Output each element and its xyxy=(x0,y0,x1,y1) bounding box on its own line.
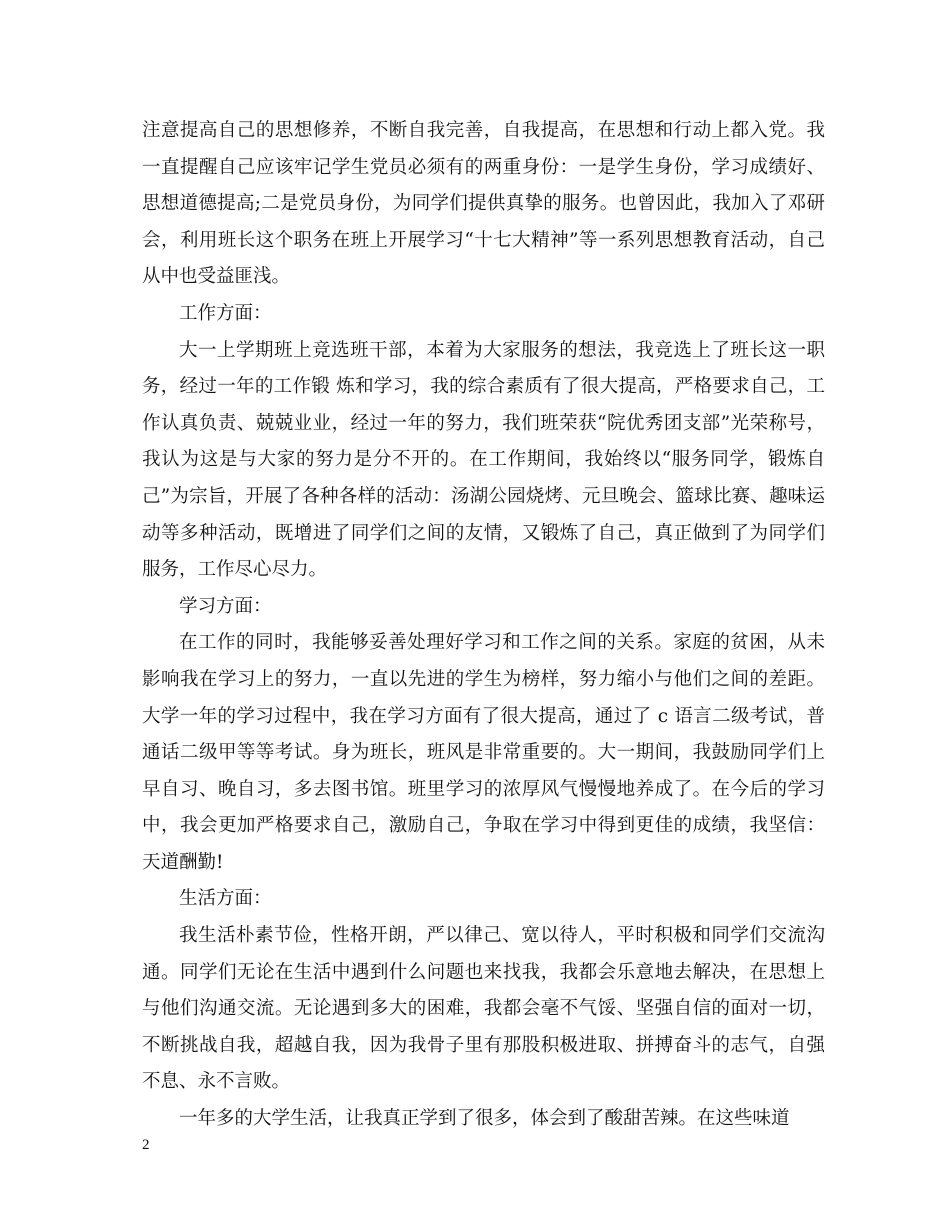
paragraph: 在工作的同时，我能够妥善处理好学习和工作之间的关系。家庭的贫困，从未影响我在学习上的努力，一直以先进的学生为榜样，努力缩小与他们之间的差距。大学一年的学习过程中，我在学习方面有了很大提高，通过了 c 语言二级考试，普通话二级甲等等考试。身为班长，班风是非常重要的。大一期间，我鼓励同学们上早自习、晚自习，多去图书馆。班里学习的浓厚风气慢慢地养成了。在今后的学习中，我会更加严格要求自己，激励自己，争取在学习中得到更佳的成绩，我坚信：天道酬勤! xyxy=(142,632,825,873)
page-number: 2 xyxy=(142,1137,150,1153)
paragraph: 大一上学期班上竞选班干部，本着为大家服务的想法，我竞选上了班长这一职务，经过一年的工作锻 炼和学习，我的综合素质有了很大提高，严格要求自己，工作认真负责、兢兢业业，经过一年的努力，我们班荣获“院优秀团支部”光荣称号，我认为这是与大家的努力是分不开的。在工作期间，我始终以“服务同学，锻炼自己”为宗旨，开展了各种各样的活动：汤湖公园烧烤、元旦晚会、篮球比赛、趣味运动等多种活动，既增进了同学们之间的友情，又锻炼了自己，真正做到了为同学们服务，工作尽心尽力。 xyxy=(142,339,825,581)
section-heading-work: 工作方面： xyxy=(179,302,272,324)
section-heading-study: 学习方面： xyxy=(179,595,272,617)
paragraph: 我生活朴素节俭，性格开朗，严以律己、宽以待人，平时积极和同学们交流沟通。同学们无论在生活中遇到什么问题也来找我，我都会乐意地去解决，在思想上与他们沟通交流。无论遇到多大的困难，我都会毫不气馁、坚强自信的面对一切，不断挑战自我，超越自我，因为我骨子里有那股积极进取、拼搏奋斗的志气，自强不息、永不言败。 xyxy=(142,925,825,1093)
section-heading-life: 生活方面： xyxy=(179,888,272,910)
body-text xyxy=(142,113,825,1138)
paragraph: 一年多的大学生活，让我真正学到了很多，体会到了酸甜苦辣。在这些味道 xyxy=(179,1108,790,1130)
paragraph: 注意提高自己的思想修养，不断自我完善，自我提高，在思想和行动上都入党。我一直提醒自己应该牢记学生党员必须有的两重身份：一是学生身份，学习成绩好、思想道德提高;二是党员身份，为同学们提供真挚的服务。也曾因此，我加入了邓研会，利用班长这个职务在班上开展学习“十七大精神”等一系列思想教育活动，自己从中也受益匪浅。 xyxy=(142,120,825,288)
